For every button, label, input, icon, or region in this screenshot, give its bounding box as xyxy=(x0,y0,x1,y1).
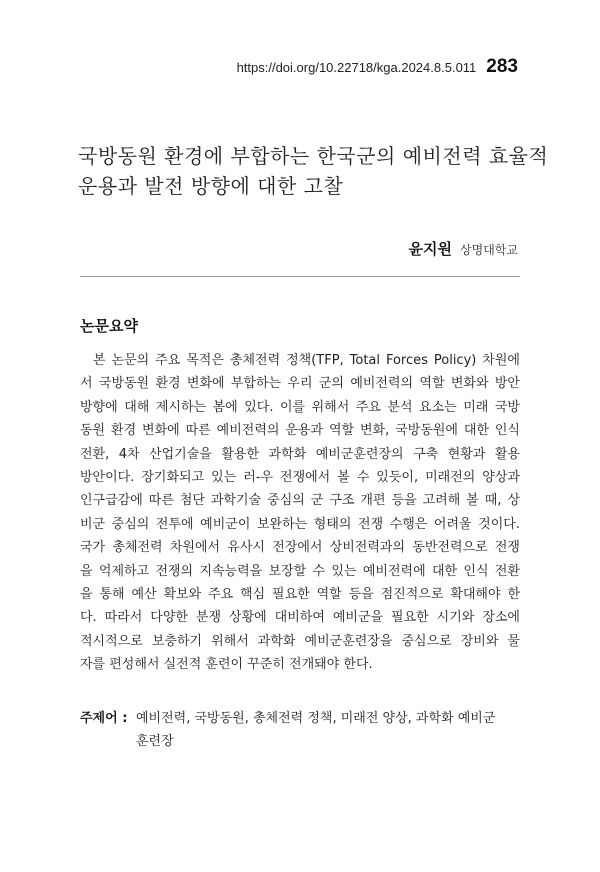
abstract-line: 자를 편성해서 실전적 훈련이 꾸준히 전개돼야 한다. xyxy=(80,657,373,673)
abstract-line: 다. 따라서 다양한 분쟁 상황에 대비하여 예비군을 필요한 시기와 장소에 xyxy=(80,610,520,626)
author-affiliation: 상명대학교 xyxy=(460,243,518,257)
abstract-line: 본 논문의 주요 목적은 총체전력 정책(TFP, Total Forces Policy) 차원에 xyxy=(93,353,520,368)
abstract-line: 방안이다. 장기화되고 있는 러-우 전쟁에서 볼 수 있듯이, 미래전의 양상과 xyxy=(80,470,520,486)
abstract-line: 동원 환경 변화에 따른 예비전력의 운용과 역할 변화, 국방동원에 대한 인식 xyxy=(80,423,520,439)
page-header xyxy=(237,56,518,78)
abstract-body xyxy=(80,349,520,677)
page-number: 283 xyxy=(486,56,518,77)
keywords-block xyxy=(80,707,520,753)
abstract-line: 서 국방동원 환경 변화에 부합하는 우리 군의 예비전력의 역할 변화와 방안 xyxy=(80,376,520,392)
divider xyxy=(80,276,520,277)
abstract-line: 국가 총체전력 차원에서 유사시 전장에서 상비전력과의 동반전력으로 전쟁 xyxy=(80,540,520,556)
keywords-label: 주제어 : xyxy=(80,711,128,726)
paper-title xyxy=(78,141,549,201)
author-block xyxy=(409,238,518,259)
doi-link[interactable]: https://doi.org/10.22718/kga.2024.8.5.011 xyxy=(236,60,477,75)
abstract-line: 을 통해 예산 확보와 주요 핵심 필요한 역할 등을 점진적으로 확대해야 한 xyxy=(80,587,520,603)
keywords-text xyxy=(136,707,495,753)
abstract-line: 을 억제하고 전쟁의 지속능력을 보장할 수 있는 예비전력에 대한 인식 전환 xyxy=(80,563,520,579)
abstract-heading: 논문요약 xyxy=(80,317,138,335)
abstract-line: 적시적으로 보충하기 위해서 과학화 예비군훈련장을 중심으로 장비와 물 xyxy=(80,633,520,649)
keywords-line: 예비전력, 국방동원, 총체전력 정책, 미래전 양상, 과학화 예비군 xyxy=(136,711,496,726)
abstract-line: 인구급감에 따른 첨단 과학기술 중심의 군 구조 개편 등을 고려해 볼 때, 상 xyxy=(80,493,520,509)
author-name: 윤지원 xyxy=(408,240,453,258)
abstract-line: 비군 중심의 전투에 예비군이 보완하는 형태의 전쟁 수행은 어려울 것이다. xyxy=(80,516,520,532)
title-line: 운용과 발전 방향에 대한 고찰 xyxy=(78,174,344,198)
keywords-line: 훈련장 xyxy=(136,734,174,749)
abstract-line: 방향에 대해 제시하는 봄에 있다. 이를 위해서 주요 분석 요소는 미래 국방 xyxy=(80,399,520,415)
abstract-line: 전환, 4차 산업기술을 활용한 과학화 예비군훈련장의 구축 현황과 활용 xyxy=(80,446,520,462)
title-line: 국방동원 환경에 부합하는 한국군의 예비전력 효율적 xyxy=(78,144,549,168)
